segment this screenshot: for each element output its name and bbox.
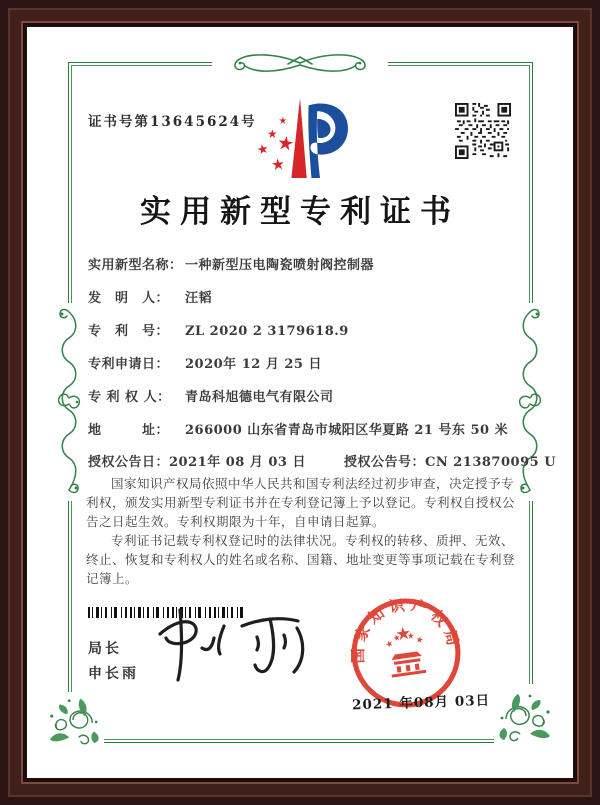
field-value: 青岛科旭德电气有限公司 [185, 390, 334, 405]
legal-paragraph-2: 专利证书记载专利权登记时的法律状况。专利权的转移、质押、无效、终止、恢复和专利权人的姓名或名称、国籍、地址变更等事项记载在专利登记簿上。 [86, 533, 516, 586]
field-patentee [88, 386, 518, 405]
flourish-icon [214, 51, 386, 75]
seal-date: 2021 年08月 03日 [351, 692, 491, 714]
cnipa-logo-icon [248, 94, 352, 178]
field-label: 专 利 号： [88, 324, 170, 339]
bottom-right-floral-ornament [494, 684, 558, 748]
seal-text: 国家知识产权局 [349, 595, 464, 664]
floral-icon [44, 693, 102, 747]
certificate-number: 证书号第13645624号 [88, 114, 257, 130]
field-value: 2020年 12 月 25 日 [185, 357, 322, 372]
field-label: 发 明 人： [88, 291, 170, 306]
flourish-icon [55, 306, 83, 498]
floral-icon [496, 686, 556, 746]
field-value: 2021年 08 月 03 日 [169, 455, 306, 470]
field-label: 实用新型名称： [88, 258, 183, 273]
top-flourish-ornament [212, 50, 388, 76]
field-value: CN 213870095 U [425, 455, 557, 470]
field-value: 汪韬 [185, 291, 213, 306]
signature-icon [146, 604, 318, 690]
certificate-title: 实用新型专利证书 [140, 194, 460, 230]
field-label: 专利申请日： [88, 357, 170, 372]
legal-paragraph-1: 国家知识产权局依照中华人民共和国专利法经过初步审查，决定授予专利权，颁发实用新型专利证书并在专利登记簿上予以登记。专利权自授权公告之日起生效。专利权期限为十年，自申请日起算。 [86, 476, 516, 529]
grant-no-pair [344, 455, 556, 470]
qr-code [455, 103, 511, 159]
signer-name: 申长雨 [88, 666, 139, 682]
right-flourish-ornament [515, 303, 545, 501]
field-inventor [88, 287, 518, 306]
field-patent-no [88, 320, 518, 339]
field-value: 266000 山东省青岛市城阳区华夏路 21 号东 50 米 [185, 423, 509, 438]
field-label: 专 利 权 人： [88, 390, 171, 405]
left-flourish-ornament [54, 303, 84, 501]
field-label: 授权公告号： [343, 455, 425, 470]
grant-date-pair [88, 455, 306, 470]
signer-title: 局长 [88, 641, 122, 657]
field-name [88, 254, 518, 273]
field-value: ZL 2020 2 3179618.9 [185, 324, 349, 339]
field-value: 一种新型压电陶瓷喷射阀控制器 [185, 258, 375, 273]
bottom-left-floral-ornament [42, 692, 104, 748]
legal-text-block [86, 474, 516, 588]
field-address [88, 419, 518, 438]
field-label: 地 址： [88, 423, 170, 438]
field-label: 授权公告日： [88, 455, 170, 470]
field-grant-row [88, 451, 557, 470]
field-filing-date [88, 353, 518, 372]
